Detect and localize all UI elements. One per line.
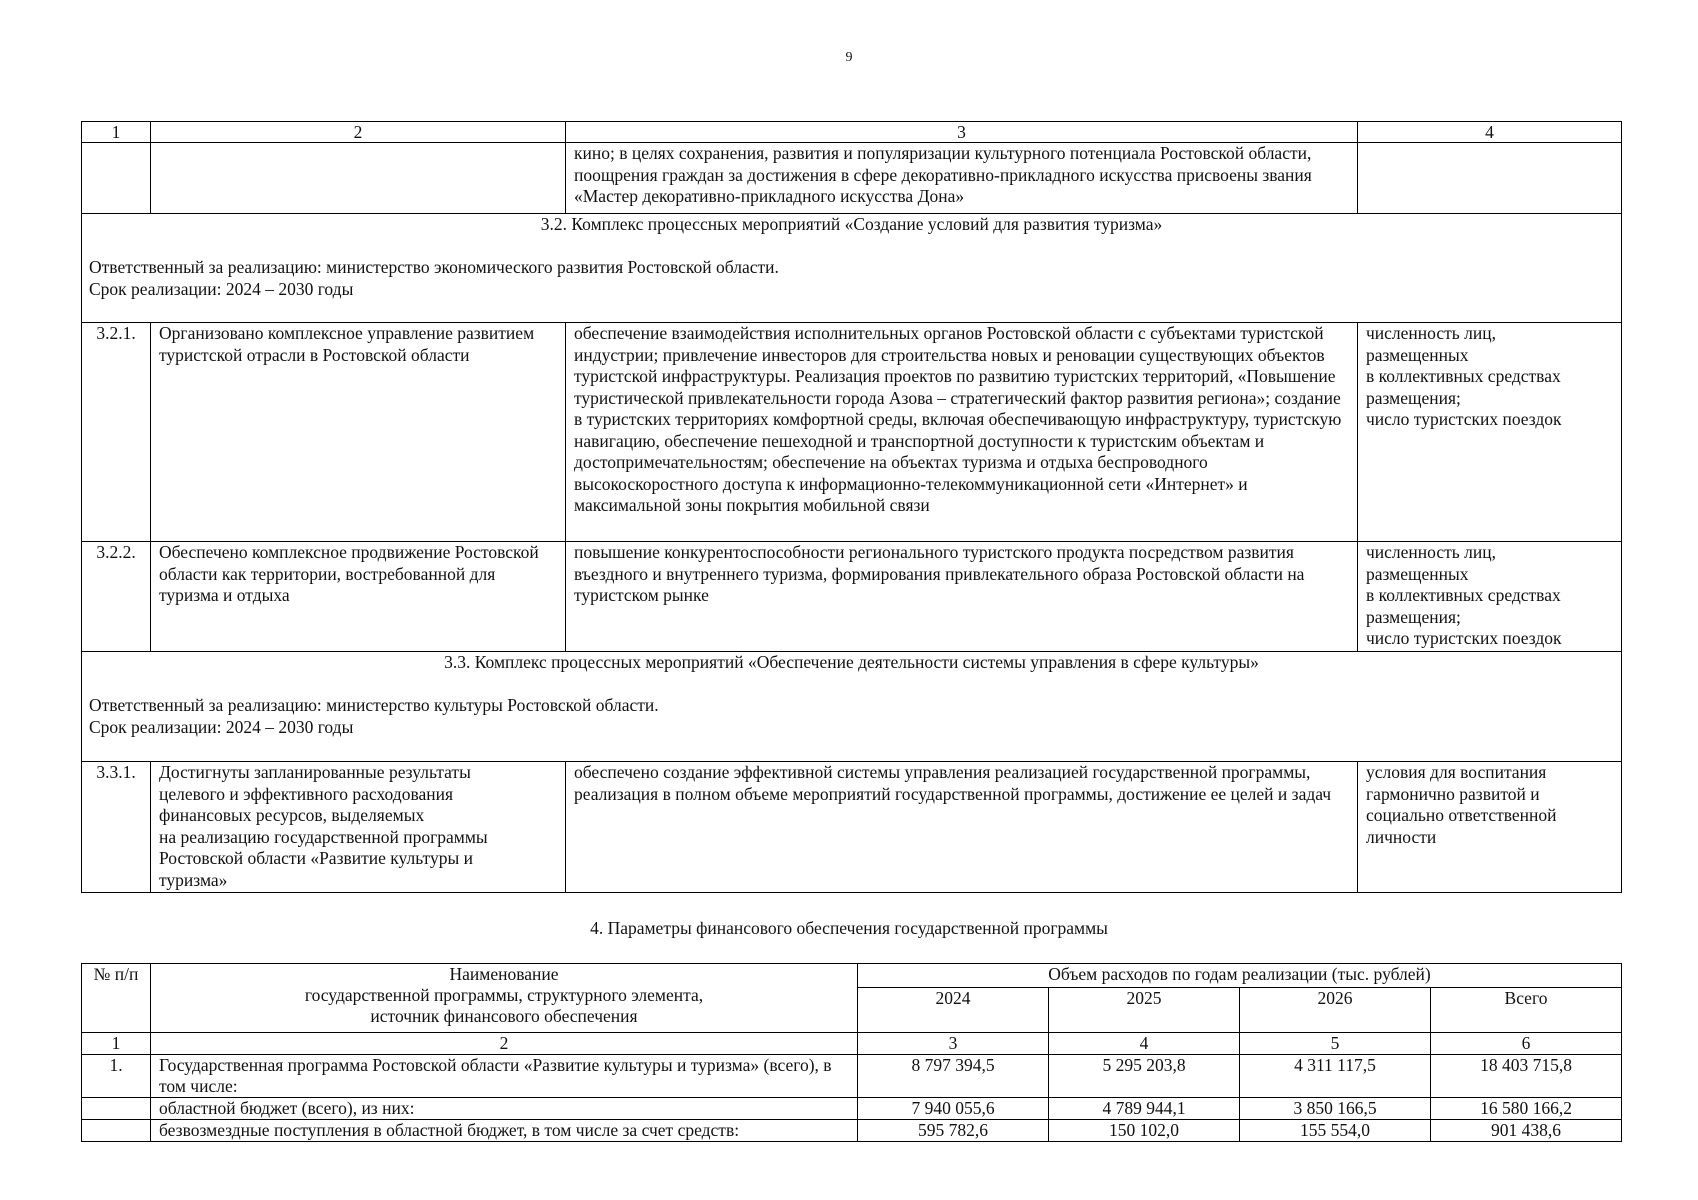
index-cell: 5 <box>1240 1033 1431 1055</box>
task-cell: Обеспечено комплексное продвижение Ростовской области как территории, востребованной для туризма и отдыха <box>151 542 566 652</box>
volume-header: Объем расходов по годам реализации (тыс. рублей) <box>858 964 1622 988</box>
finance-row <box>82 1055 1622 1098</box>
row-number <box>82 1098 151 1120</box>
year-header: 2025 <box>1049 988 1240 1033</box>
indicator-line: размещенных <box>1366 563 1469 584</box>
description-cell: обеспечено создание эффективной системы управления реализацией государственной программы, реализация в полном объеме мероприятий государственной программы, достижение ее целей и задач <box>566 762 1358 893</box>
section-cell <box>82 214 1622 323</box>
index-cell: 1 <box>82 1033 151 1055</box>
value-2024: 7 940 055,6 <box>858 1098 1049 1120</box>
section-period: Срок реализации: 2024 – 2030 годы <box>89 716 354 737</box>
section-responsible: Ответственный за реализацию: министерство экономического развития Ростовской области. <box>89 257 779 277</box>
value-total: 16 580 166,2 <box>1431 1098 1622 1120</box>
col-name-header-line: источник финансового обеспечения <box>370 1006 638 1026</box>
description-cell: обеспечение взаимодействия исполнительных органов Ростовской области с субъектами туристской индустрии; привлечение инвесторов для строительства новых и реновации существующих объектов туристской инфраструктуры. Реализация проектов по развитию туристских территорий, «Повышение туристической привлекательности города Азова – стратегический фактор развития региона»; создание в туристских территориях комфортной среды, включая обеспечивающую инфраструктуру, туристскую навигацию, обеспечение пешеходной и транспортной доступности к туристским объектам и достопримечательностям; обеспечение на объектах туризма и отдыха беспроводного высокоскоростного доступа к информационно-телекоммуникационной сети «Интернет» и максимальной зоны покрытия мобильной связи <box>566 323 1358 542</box>
column-number-4: 4 <box>1358 122 1622 143</box>
indicator-line: численность лиц, <box>1366 542 1496 562</box>
row-number: 3.3.1. <box>82 762 151 893</box>
row-number: 3.2.2. <box>82 542 151 652</box>
indicator-line: размещения; <box>1366 387 1461 408</box>
finance-index-row <box>82 1033 1622 1055</box>
value-2026: 4 311 117,5 <box>1240 1055 1431 1098</box>
column-number-1: 1 <box>82 122 151 143</box>
indicator-cell <box>1358 323 1622 542</box>
task-line: Достигнуты запланированные результаты <box>159 762 471 782</box>
index-cell: 3 <box>858 1033 1049 1055</box>
indicator-line: число туристских поездок <box>1366 409 1562 429</box>
table-row <box>82 542 1622 652</box>
description-cell: повышение конкурентоспособности регионального туристского продукта посредством развития въездного и внутреннего туризма, формирования привлекательного образа Ростовской области на туристском рынке <box>566 542 1358 652</box>
finance-section-title: 4. Параметры финансового обеспечения государственной программы <box>590 918 1108 938</box>
indicator-line: численность лиц, <box>1366 323 1496 343</box>
section-period: Срок реализации: 2024 – 2030 годы <box>89 278 354 299</box>
description-cell: кино; в целях сохранения, развития и популяризации культурного потенциала Ростовской области, поощрения граждан за достижения в сфере декоративно-прикладного искусства присвоены звания «Мастер декоративно-прикладного искусства Дона» <box>566 143 1358 214</box>
task-line: целевого и эффективного расходования <box>159 783 454 804</box>
activities-table <box>81 121 1622 893</box>
col-name-header-line: Наименование <box>449 964 559 984</box>
finance-row <box>82 1120 1622 1142</box>
total-header: Всего <box>1431 988 1622 1033</box>
col-num-header: № п/п <box>82 964 151 1033</box>
task-line: на реализацию государственной программы <box>159 826 488 847</box>
indicator-cell <box>1358 542 1622 652</box>
section-row-3-2 <box>82 214 1622 323</box>
section-row-3-3 <box>82 652 1622 762</box>
row-number <box>82 143 151 214</box>
value-2025: 150 102,0 <box>1049 1120 1240 1142</box>
index-cell: 2 <box>151 1033 858 1055</box>
col-name-header <box>151 964 858 1033</box>
task-cell <box>151 762 566 893</box>
value-2025: 4 789 944,1 <box>1049 1098 1240 1120</box>
indicator-cell <box>1358 143 1622 214</box>
task-cell: Организовано комплексное управление развитием туристской отрасли в Ростовской области <box>151 323 566 542</box>
year-header: 2024 <box>858 988 1049 1033</box>
section-cell <box>82 652 1622 762</box>
row-number: 3.2.1. <box>82 323 151 542</box>
finance-table <box>81 963 1622 1142</box>
page-number: 9 <box>845 50 853 65</box>
indicator-line: число туристских поездок <box>1366 628 1562 648</box>
index-cell: 4 <box>1049 1033 1240 1055</box>
indicator-line: в коллективных средствах <box>1366 585 1561 605</box>
row-name: безвозмездные поступления в областной бюджет, в том числе за счет средств: <box>151 1120 858 1142</box>
row-number <box>82 1120 151 1142</box>
indicator-line: в коллективных средствах <box>1366 366 1561 386</box>
indicator-line: размещения; <box>1366 606 1461 627</box>
section-spacer <box>89 236 1614 258</box>
section-title: 3.2. Комплекс процессных мероприятий «Создание условий для развития туризма» <box>540 214 1163 234</box>
section-responsible: Ответственный за реализацию: министерство культуры Ростовской области. <box>89 695 659 715</box>
value-total: 901 438,6 <box>1431 1120 1622 1142</box>
indicator-cell: условия для воспитания гармонично развитой и социально ответственной личности <box>1358 762 1622 893</box>
row-name: Государственная программа Ростовской области «Развитие культуры и туризма» (всего), в том числе: <box>151 1055 858 1098</box>
value-2025: 5 295 203,8 <box>1049 1055 1240 1098</box>
table-row <box>82 323 1622 542</box>
task-line: Ростовской области «Развитие культуры и <box>159 848 473 868</box>
table-row <box>82 762 1622 893</box>
finance-row <box>82 1098 1622 1120</box>
table-row <box>82 143 1622 214</box>
indicator-line: размещенных <box>1366 344 1469 365</box>
col-name-header-line: государственной программы, структурного элемента, <box>304 985 704 1005</box>
finance-header-row <box>82 964 1622 988</box>
section-title: 3.3. Комплекс процессных мероприятий «Обеспечение деятельности системы управления в сфере культуры» <box>444 652 1259 672</box>
task-cell <box>151 143 566 214</box>
row-name: областной бюджет (всего), из них: <box>151 1098 858 1120</box>
value-2026: 3 850 166,5 <box>1240 1098 1431 1120</box>
value-2026: 155 554,0 <box>1240 1120 1431 1142</box>
table-header-row <box>82 122 1622 143</box>
task-line: туризма» <box>159 869 228 890</box>
section-spacer <box>89 674 1614 696</box>
row-number: 1. <box>82 1055 151 1098</box>
column-number-3: 3 <box>566 122 1358 143</box>
value-total: 18 403 715,8 <box>1431 1055 1622 1098</box>
column-number-2: 2 <box>151 122 566 143</box>
year-header: 2026 <box>1240 988 1431 1033</box>
index-cell: 6 <box>1431 1033 1622 1055</box>
value-2024: 595 782,6 <box>858 1120 1049 1142</box>
task-line: финансовых ресурсов, выделяемых <box>159 805 425 825</box>
value-2024: 8 797 394,5 <box>858 1055 1049 1098</box>
